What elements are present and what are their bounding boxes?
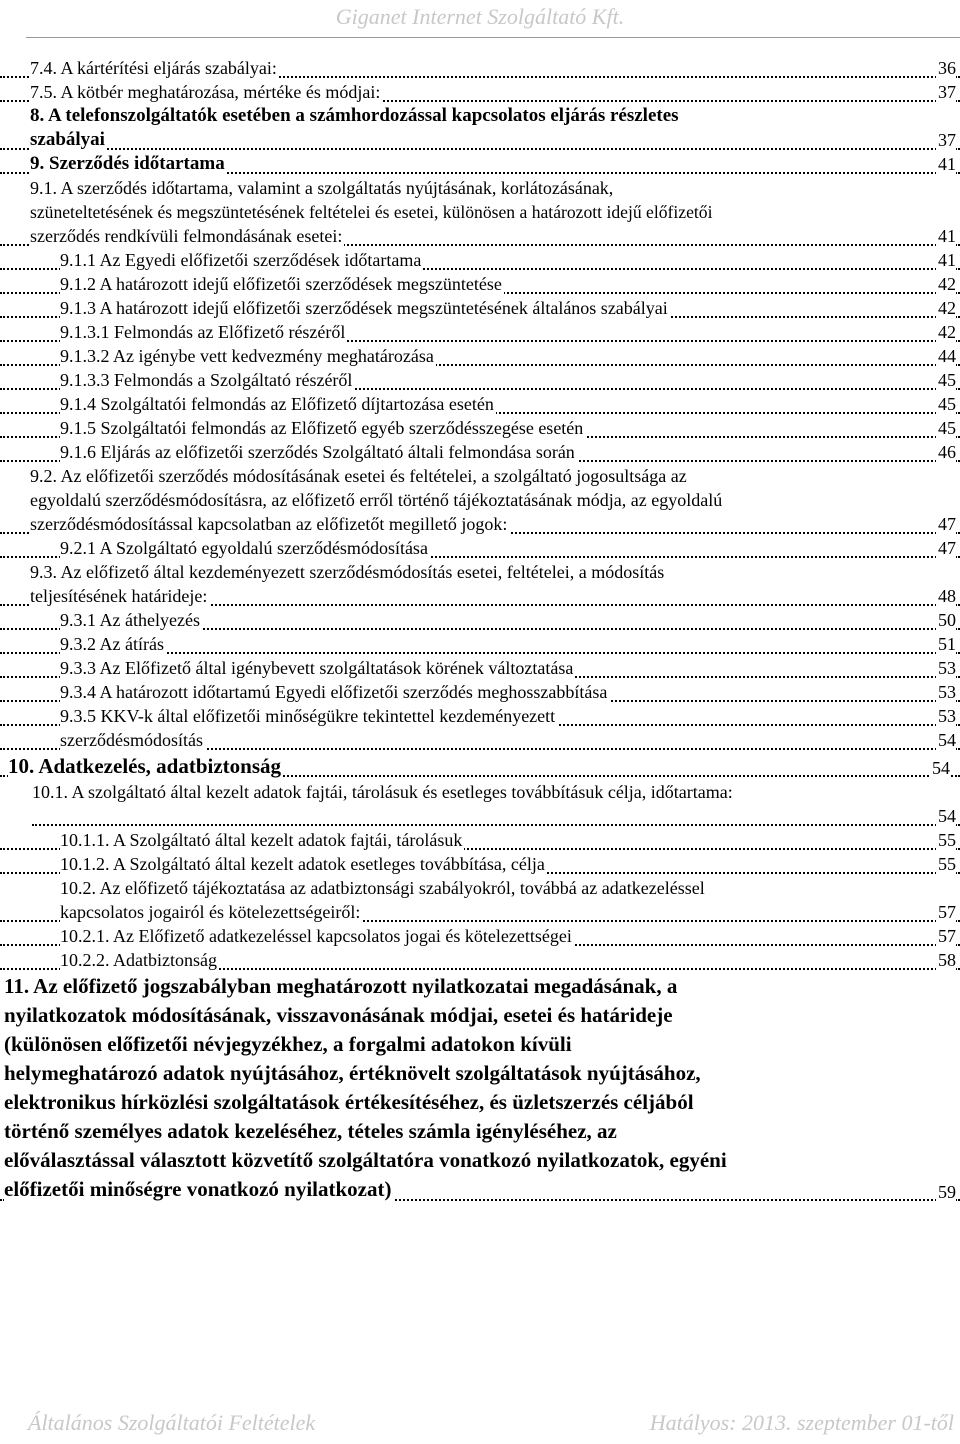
- toc-entry-line[interactable]: egyoldalú szerződésmódosításra, az előfizető erről történő tájékoztatásának módja, az egyoldalú: [30, 490, 723, 510]
- toc-entry-chapter-line[interactable]: elektronikus hírközlési szolgáltatások értékesítéséhez, és üzletszerzés céljából: [4, 1090, 694, 1114]
- toc-entry[interactable]: 7.4. A kártérítési eljárás szabályai: 36: [0, 57, 960, 81]
- toc-entry-line[interactable]: 10.1. A szolgáltató által kezelt adatok fajtái, tárolásuk és esetleges továbbításuk célja, időtartama:: [32, 782, 733, 802]
- toc-entry[interactable]: 9.1.3.2 Az igénybe vett kedvezmény meghatározása 44: [0, 345, 960, 369]
- toc-entry[interactable]: 9.2.1 A Szolgáltató egyoldalú szerződésmódosítása 47: [0, 537, 960, 561]
- toc-entry-line[interactable]: 8. A telefonszolgáltatók esetében a számhordozással kapcsolatos eljárás részletes: [30, 105, 679, 126]
- toc-entry[interactable]: 9.1.3 A határozott idejű előfizetői szerződések megszüntetésének általános szabályai 42: [0, 297, 960, 321]
- toc-entry[interactable]: 10.1.1. A Szolgáltató által kezelt adatok fajtái, tárolásuk 55: [0, 829, 960, 853]
- toc-entry[interactable]: 9.3.3 Az Előfizető által igénybevett szolgáltatások körének változtatása 53: [0, 657, 960, 681]
- toc-entry[interactable]: 9.1.6 Eljárás az előfizetői szerződés Szolgáltató általi felmondása során 46: [0, 441, 960, 465]
- toc-entry[interactable]: 54: [0, 805, 960, 829]
- toc-entry[interactable]: szerződésmódosítás 54: [0, 729, 960, 753]
- toc-entry-chapter-line[interactable]: előválasztással választott közvetítő szolgáltatóra vonatkozó nyilatkozatok, egyéni: [4, 1148, 727, 1172]
- toc-entry[interactable]: 9. Szerződés időtartama 41: [0, 153, 960, 177]
- page-header-company: Giganet Internet Szolgáltató Kft.: [335, 4, 625, 29]
- toc-entry-chapter-line[interactable]: helymeghatározó adatok nyújtásához, értéknövelt szolgáltatások nyújtásához,: [4, 1061, 701, 1085]
- toc-entry[interactable]: szabályai 37: [0, 129, 960, 153]
- footer-effective-date: Hatályos: 2013. szeptember 01-től: [649, 1410, 954, 1435]
- toc-entry-line[interactable]: szüneteltetésének és megszüntetésének feltételei és esetei, különösen a határozott idejű előfizetői: [30, 202, 713, 222]
- toc-entry[interactable]: 9.1.3.1 Felmondás az Előfizető részéről 42: [0, 321, 960, 345]
- toc-entry[interactable]: 9.1.2 A határozott idejű előfizetői szerződések megszüntetése 42: [0, 273, 960, 297]
- toc-entry[interactable]: 9.1.3.3 Felmondás a Szolgáltató részéről 45: [0, 369, 960, 393]
- table-of-contents: [0, 57, 960, 1205]
- toc-entry-line[interactable]: 10.2. Az előfizető tájékoztatása az adatbiztonsági szabályokról, továbbá az adatkezeléssel: [60, 878, 705, 898]
- toc-entry[interactable]: 10.2.1. Az Előfizető adatkezeléssel kapcsolatos jogai és kötelezettségei 57: [0, 925, 960, 949]
- page-footer: [0, 1410, 960, 1438]
- toc-entry[interactable]: 9.1.1 Az Egyedi előfizetői szerződések időtartama 41: [0, 249, 960, 273]
- toc-entry[interactable]: 10.1.2. A Szolgáltató által kezelt adatok esetleges továbbítása, célja 55: [0, 853, 960, 877]
- toc-entry[interactable]: kapcsolatos jogairól és kötelezettségeiről: 57: [0, 901, 960, 925]
- toc-entry-line[interactable]: 9.3. Az előfizető által kezdeményezett szerződésmódosítás esetei, feltételei, a módosítás: [30, 562, 665, 582]
- toc-entry[interactable]: 9.3.5 KKV-k által előfizetői minőségükre tekintettel kezdeményezett 53: [0, 705, 960, 729]
- toc-entry[interactable]: 9.1.5 Szolgáltatói felmondás az Előfizető egyéb szerződésszegése esetén 45: [0, 417, 960, 441]
- toc-entry[interactable]: 9.3.4 A határozott időtartamú Egyedi előfizetői szerződés meghosszabbítása 53: [0, 681, 960, 705]
- toc-entry[interactable]: 7.5. A kötbér meghatározása, mértéke és módjai: 37: [0, 81, 960, 105]
- toc-entry-chapter-line[interactable]: 11. Az előfizető jogszabályban meghatározott nyilatkozatai megadásának, a: [4, 974, 678, 998]
- toc-entry-chapter[interactable]: előfizetői minőségre vonatkozó nyilatkozat) 59: [0, 1176, 960, 1205]
- toc-entry[interactable]: 9.3.2 Az átírás 51: [0, 633, 960, 657]
- toc-entry[interactable]: 9.3.1 Az áthelyezés 50: [0, 609, 960, 633]
- toc-entry-line[interactable]: 9.1. A szerződés időtartama, valamint a szolgáltatás nyújtásának, korlátozásának,: [30, 178, 614, 198]
- toc-entry-chapter[interactable]: 10. Adatkezelés, adatbiztonság 54: [0, 753, 960, 781]
- footer-title: Általános Szolgáltatói Feltételek: [28, 1410, 316, 1435]
- header-rule: [26, 37, 960, 38]
- toc-entry[interactable]: szerződés rendkívüli felmondásának esetei: 41: [0, 225, 960, 249]
- toc-entry-chapter-line[interactable]: történő személyes adatok kezeléséhez, tételes számla igényléséhez, az: [4, 1119, 617, 1143]
- toc-entry[interactable]: teljesítésének határideje: 48: [0, 585, 960, 609]
- toc-entry[interactable]: szerződésmódosítással kapcsolatban az előfizetőt megillető jogok: 47: [0, 513, 960, 537]
- toc-entry-line[interactable]: 9.2. Az előfizetői szerződés módosításának esetei és feltételei, a szolgáltató jogosultsága az: [30, 466, 687, 486]
- toc-entry-chapter-line[interactable]: (különösen előfizetői névjegyzékhez, a forgalmi adatokon kívüli: [4, 1032, 572, 1056]
- toc-entry-chapter-line[interactable]: nyilatkozatok módosításának, visszavonásának módjai, esetei és határideje: [4, 1003, 673, 1027]
- toc-entry[interactable]: 9.1.4 Szolgáltatói felmondás az Előfizető díjtartozása esetén 45: [0, 393, 960, 417]
- toc-entry[interactable]: 10.2.2. Adatbiztonság 58: [0, 949, 960, 973]
